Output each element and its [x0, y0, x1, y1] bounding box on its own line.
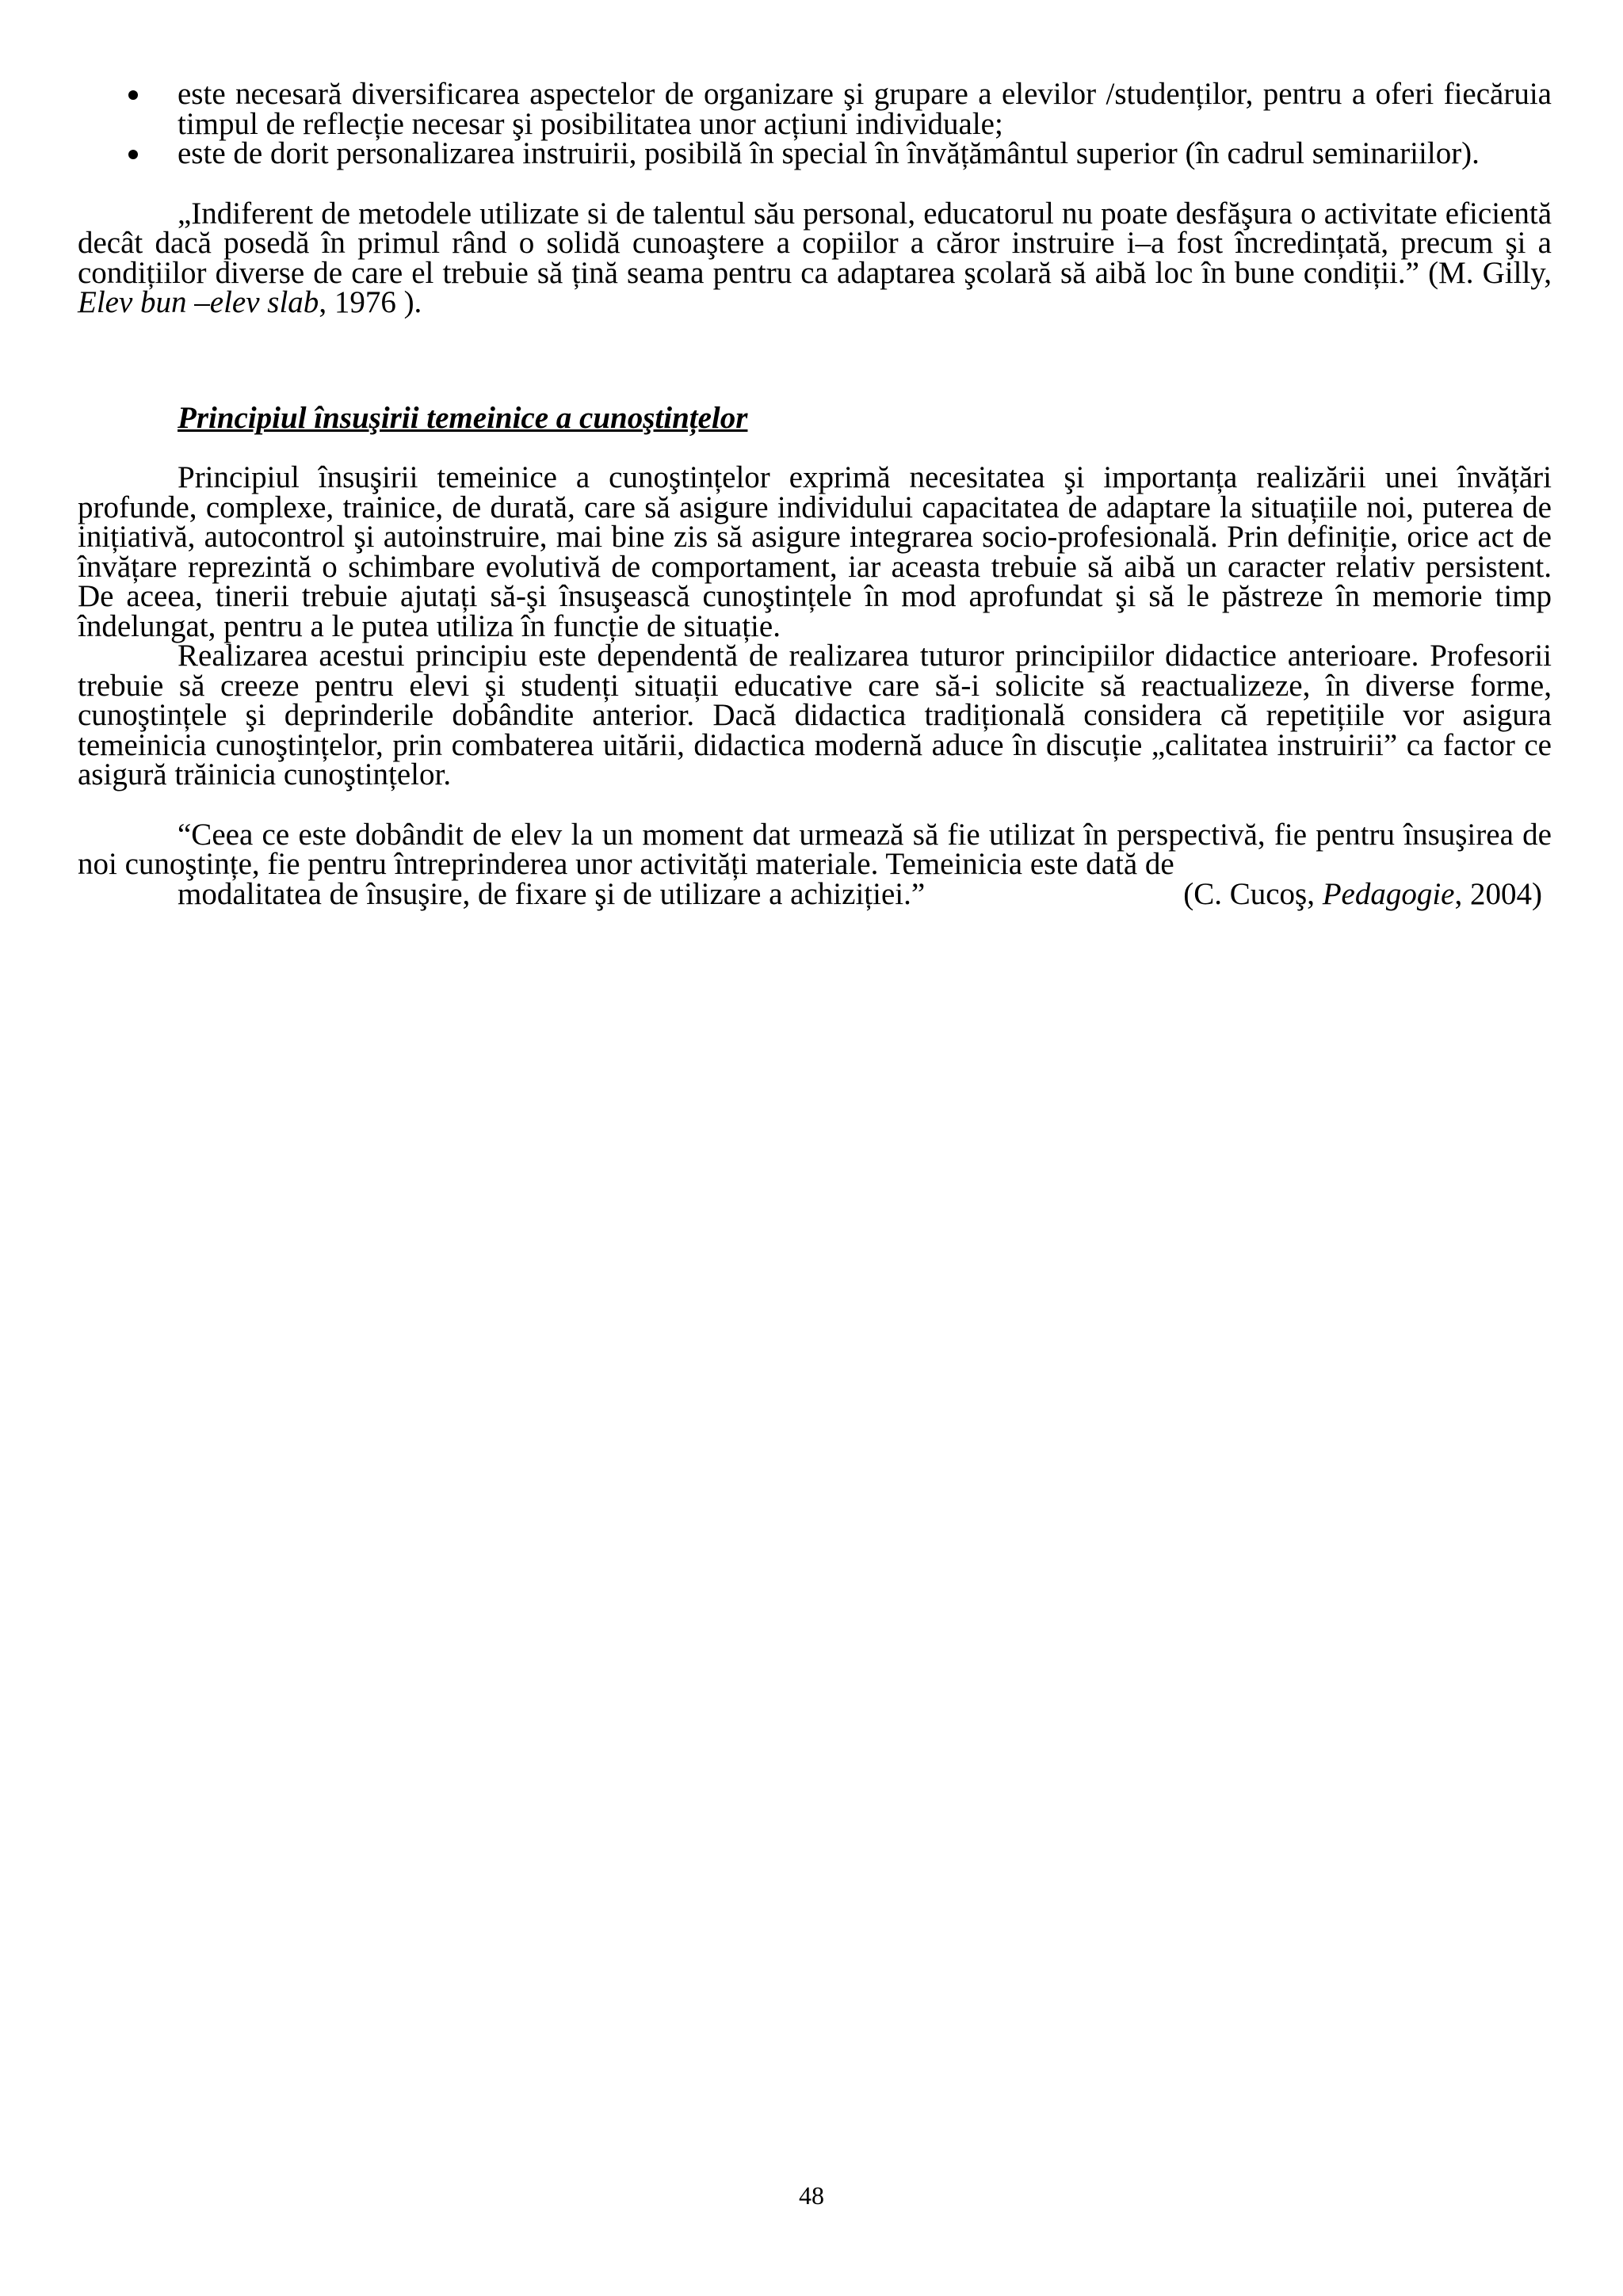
bullet-icon — [128, 150, 138, 159]
bullet-list — [78, 79, 1552, 169]
list-item — [78, 79, 1552, 139]
list-item — [78, 136, 1552, 170]
document-page — [78, 79, 1552, 909]
page-number: 48 — [799, 2181, 824, 2210]
cucos-quote-end: modalitatea de însuşire, de fixare şi de utilizare a achiziției.” — [178, 876, 926, 911]
gilly-quote-work: Elev bun –elev slab — [78, 285, 319, 319]
cucos-quote-text: “Ceea ce este dobândit de elev la un moment dat urmează să fie utilizat în perspectivă, fie pentru însuşirea de noi cunoştințe, fie pentru întreprinderea unor activități materiale. Temeinicia este dată de — [78, 817, 1552, 881]
citation-year: , 2004) — [1454, 876, 1542, 911]
citation-author: (C. Cucoş, — [1183, 876, 1323, 911]
body-paragraph: Realizarea acestui principiu este dependentă de realizarea tuturor principiilor didactice anterioare. Profesorii trebuie să creeze pentru elevi şi studenți situații educative care să-i solicite să reactualizeze, în diverse forme, cunoştințele şi deprinderile dobândite anterior. Dacă didactica tradițională considera că repetițiile vor asigura temeinicia cunoştințelor, prin combaterea uitării, didactica modernă aduce în discuție „calitatea instruirii” ca factor ce asigură trăinicia cunoştințelor. — [78, 639, 1552, 791]
gilly-quote-text: „Indiferent de metodele utilizate si de talentul său personal, educatorul nu poate desfăşura o activitate eficientă decât dacă posedă în primul rând o solidă cunoaştere a copiilor a căror instruire i–a fost încredințată, precum şi a condițiilor diverse de care el trebuie să țină seama pentru ca adaptarea şcolară să aibă loc în bune condiții.” (M. Gilly, — [78, 196, 1552, 290]
list-item-text: este necesară diversificarea aspectelor de organizare şi grupare a elevilor /studenților, pentru a oferi fiecăruia timpul de reflecție necesar şi posibilitatea unor acțiuni individuale; — [178, 77, 1552, 141]
citation — [1083, 876, 1542, 911]
list-item-text: este de dorit personalizarea instruirii, posibilă în special în învățământul superior (în cadrul seminariilor). — [178, 136, 1480, 170]
body-paragraph: Principiul însuşirii temeinice a cunoştințelor exprimă necesitatea şi importanța realizării unei învățări profunde, complexe, trainice, de durată, care să asigure individului capacitatea de adaptare la situațiile noi, puterea de inițiativă, autocontrol şi autoinstruire, mai bine zis să asigure integrarea socio-profesională. Prin definiție, orice act de învățare reprezintă o schimbare evolutivă de comportament, iar aceasta trebuie să aibă un caracter relativ persistent. De aceea, tinerii trebuie ajutați să-şi însuşească cunoştințele în mod aprofundat şi să le păstreze în memorie timp îndelungat, pentru a le putea utiliza în funcție de situație. — [78, 460, 1552, 643]
citation-work: Pedagogie — [1322, 876, 1455, 911]
cucos-quote-last-line — [78, 876, 1552, 911]
gilly-quote-year: , 1976 ). — [319, 285, 422, 319]
cucos-quote — [78, 817, 1552, 911]
bullet-icon — [128, 90, 138, 100]
section-heading: Principiul însuşirii temeinice a cunoştințelor — [178, 400, 748, 435]
gilly-quote — [78, 196, 1552, 319]
